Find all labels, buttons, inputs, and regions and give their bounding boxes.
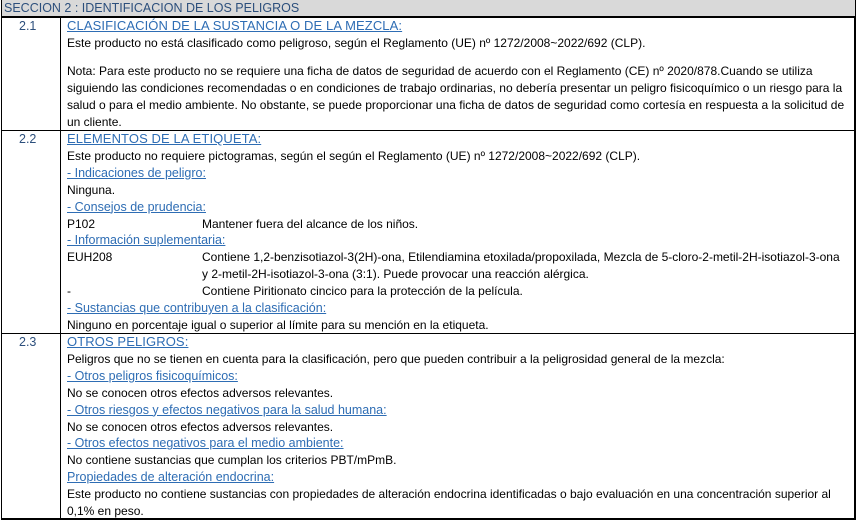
row-number: 2.1: [2, 18, 61, 130]
statement-text: Mantener fuera del alcance de los niños.: [202, 216, 419, 231]
row-2-1: [1, 18, 856, 131]
subheading-human-health: - Otros riesgos y efectos negativos para la salud humana:: [67, 402, 387, 417]
heading-other-hazards: OTROS PELIGROS:: [67, 334, 189, 349]
row-2-2: [1, 131, 856, 334]
row-content: [61, 334, 854, 518]
statement-code: P102: [67, 216, 96, 231]
heading-classification: CLASIFICACIÓN DE LA SUSTANCIA O DE LA MEZCLA:: [67, 18, 403, 33]
subheading-supplementary-info: - Información suplementaria:: [67, 233, 226, 248]
spacer: [67, 52, 846, 63]
endocrine-value: Este producto no contiene sustancias con propiedades de alteración endocrina identificadas o bajo evaluación en una concentración superior al 0,1% en peso.: [67, 487, 831, 519]
classification-text: Este producto no está clasificado como peligroso, según el Reglamento (UE) nº 1272/2008~2022/692 (CLP).: [67, 35, 646, 50]
section-title: SECCION 2 : IDENTIFICACION DE LOS PELIGROS: [1, 0, 856, 18]
classification-note: Nota: Para este producto no se requiere una ficha de datos de seguridad de acuerdo con el Reglamento (CE) nº 2020/878.Cuando se utiliza siguiendo las condiciones recomendadas o en condiciones de trabajo ordinarias, no debería presentar un peligro fisicoquímico o un riesgo para la salud o para el medio ambiente. No obstante, se puede proporcionar una ficha de datos de seguridad como cortesía en respuesta a la solicitud de un cliente.: [67, 63, 845, 129]
statement-code: EUH208: [67, 250, 113, 265]
subheading-environment: - Otros efectos negativos para el medio ambiente:: [67, 436, 344, 451]
row-number: 2.2: [2, 131, 61, 333]
row-2-3: [1, 334, 856, 520]
statement-text: Contiene Piritionato cincico para la protección de la película.: [202, 284, 523, 299]
physicochemical-value: No se conocen otros efectos adversos relevantes.: [67, 385, 334, 400]
label-elements-text: Este producto no requiere pictogramas, según el según el Reglamento (UE) nº 1272/2008~2022/692 (CLP).: [67, 148, 641, 163]
precautionary-item: [67, 216, 846, 233]
row-content: [61, 18, 854, 130]
other-hazards-text: Peligros que no se tienen en cuenta para la clasificación, pero que pueden contribuir a la peligrosidad general de la mezcla:: [67, 351, 725, 366]
contributing-substances-value: Ninguno en porcentaje igual o superior al límite para su mención en la etiqueta.: [67, 317, 489, 332]
environment-value: No contiene sustancias que cumplan los criterios PBT/mPmB.: [67, 453, 397, 468]
row-number: 2.3: [2, 334, 61, 518]
statement-code: -: [67, 284, 71, 299]
row-content: [61, 131, 854, 333]
heading-label-elements: ELEMENTOS DE LA ETIQUETA:: [67, 131, 262, 146]
hazard-statements-value: Ninguna.: [67, 182, 116, 197]
statement-text: Contiene 1,2-benzisotiazol-3(2H)-ona, Etilendiamina etoxilada/propoxilada, Mezcla de 5-cloro-2-metil-2H-isotiazol-3-ona y 2-metil-2H-isotiazol-3-ona (3:1). Puede provocar una reacción alérgica.: [202, 250, 840, 282]
subheading-hazard-statements: - Indicaciones de peligro:: [67, 165, 206, 180]
supplementary-item: [67, 249, 846, 283]
subheading-endocrine: Propiedades de alteración endocrina:: [67, 470, 275, 485]
subheading-physicochemical: - Otros peligros fisicoquímicos:: [67, 368, 238, 383]
supplementary-item: [67, 283, 846, 300]
subheading-precautionary-statements: - Consejos de prudencia:: [67, 199, 206, 214]
sds-section-2: [1, 0, 856, 520]
human-health-value: No se conocen otros efectos adversos relevantes.: [67, 419, 334, 434]
subheading-contributing-substances: - Sustancias que contribuyen a la clasificación:: [67, 301, 327, 316]
